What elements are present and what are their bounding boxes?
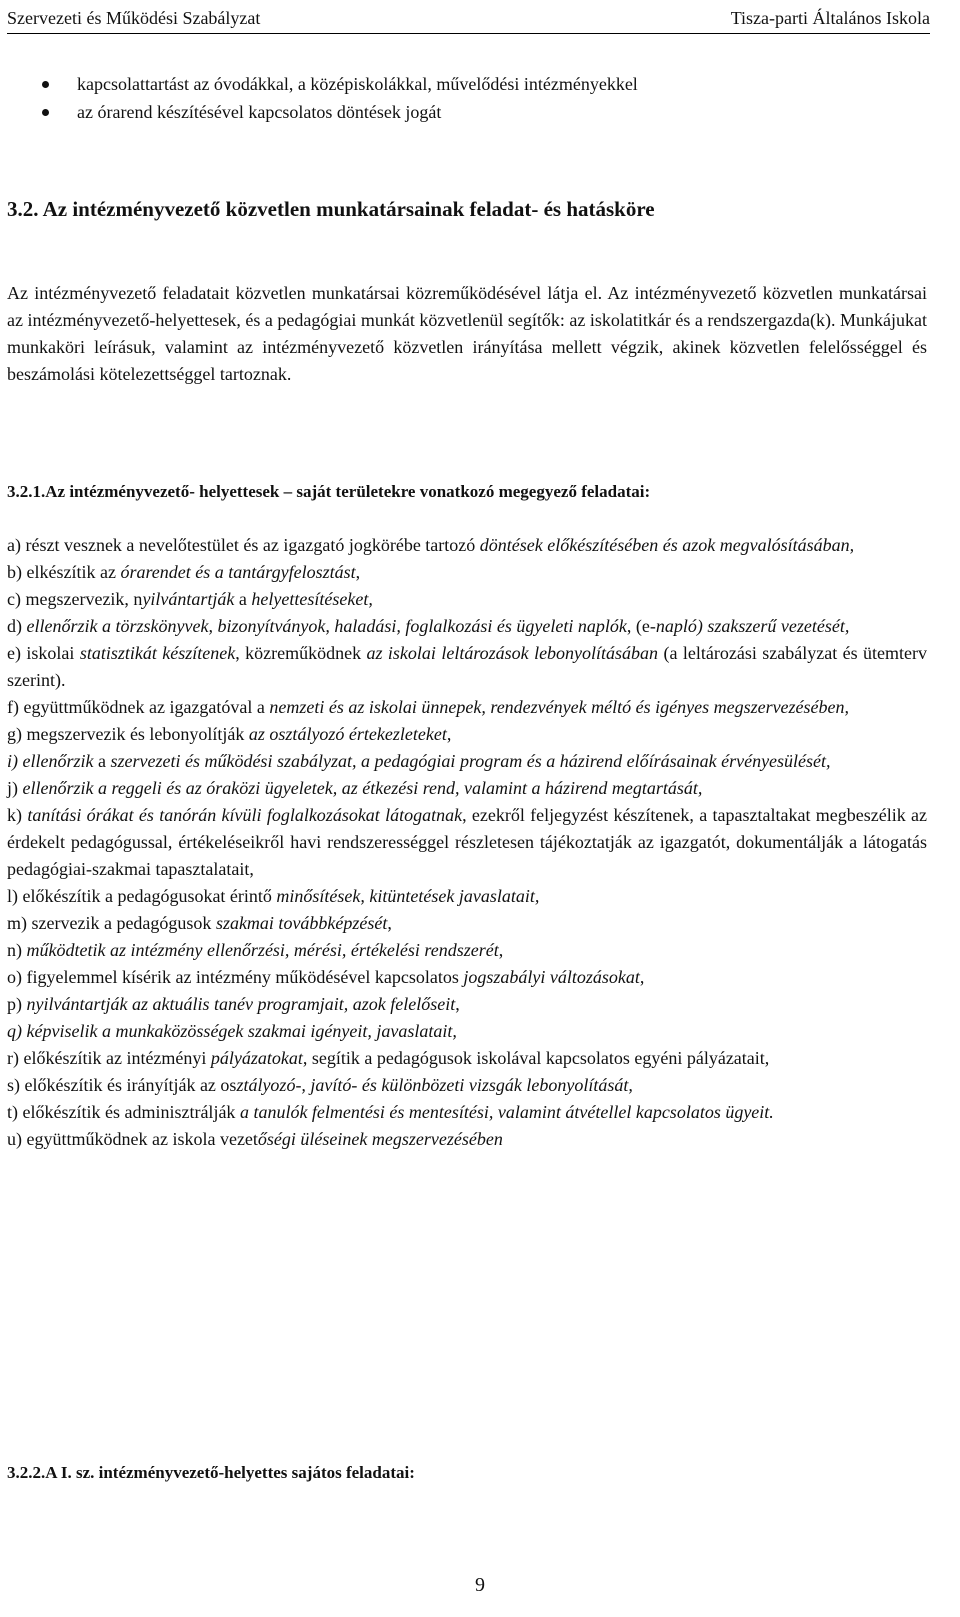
task-item-l: l) előkészítik a pedagógusokat érintő minősítések, kitüntetések javaslatait, bbox=[7, 886, 540, 906]
task-item-t: t) előkészítik és adminisztrálják a tanulók felmentési és mentesítési, valamint átvétellel kapcsolatos ügyeit. bbox=[7, 1102, 774, 1122]
header-right-title: Tisza-parti Általános Iskola bbox=[730, 8, 930, 28]
section-title: 3.2. Az intézményvezető közvetlen munkatársainak feladat- és hatásköre bbox=[7, 197, 655, 221]
task-item-g: g) megszervezik és lebonyolítják az osztályozó értekezleteket, bbox=[7, 724, 452, 744]
task-item-q: q) képviselik a munkaközösségek szakmai igényeit, javaslatait, bbox=[7, 1021, 457, 1041]
bullet-list-container bbox=[7, 70, 927, 126]
task-item-b: b) elkészítik az órarendet és a tantárgyfelosztást, bbox=[7, 562, 361, 582]
task-item-j: j) ellenőrzik a reggeli és az óraközi ügyeletek, az étkezési rend, valamint a házirend megtartását, bbox=[7, 778, 703, 798]
next-subsection-title: 3.2.2.A I. sz. intézményvezető-helyettes sajátos feladatai: bbox=[7, 1463, 415, 1482]
task-item-s: s) előkészítik és irányítják az osztályozó-, javító- és különbözeti vizsgák lebonyolítását, bbox=[7, 1075, 633, 1095]
task-item-e: e) iskolai statisztikát készítenek, közreműködnek az iskolai leltározások lebonyolításában (a leltározási szabályzat és ütemterv szerint). bbox=[7, 643, 927, 690]
header-left-title: Szervezeti és Működési Szabályzat bbox=[7, 8, 261, 28]
task-item-i: i) ellenőrzik a szervezeti és működési szabályzat, a pedagógiai program és a házirend előírásainak érvényesülését, bbox=[7, 751, 831, 771]
task-item-u: u) együttműködnek az iskola vezetőségi üléseinek megszervezésében bbox=[7, 1129, 503, 1149]
subsection-title: 3.2.1.Az intézményvezető- helyettesek – saját területekre vonatkozó megegyező feladatai: bbox=[7, 482, 651, 501]
bullet-text: kapcsolattartást az óvodákkal, a középiskolákkal, művelődési intézményekkel bbox=[77, 74, 638, 94]
task-list bbox=[7, 532, 927, 1153]
bullet-item bbox=[7, 70, 927, 98]
bullet-text: az órarend készítésével kapcsolatos döntések jogát bbox=[77, 102, 442, 122]
task-item-d: d) ellenőrzik a törzskönyvek, bizonyítványok, haladási, foglalkozási és ügyeleti naplók, (e-napló) szakszerű vezetését, bbox=[7, 616, 850, 636]
bullet-item bbox=[7, 98, 927, 126]
task-item-a: a) részt vesznek a nevelőtestület és az igazgató jogkörébe tartozó döntések előkészítésében és azok megvalósításában, bbox=[7, 535, 855, 555]
task-item-c: c) megszervezik, nyilvántartják a helyettesítéseket, bbox=[7, 589, 373, 609]
task-item-o: o) figyelemmel kísérik az intézmény működésével kapcsolatos jogszabályi változásokat, bbox=[7, 967, 645, 987]
page-header bbox=[7, 3, 930, 34]
task-item-p: p) nyilvántartják az aktuális tanév programjait, azok felelőseit, bbox=[7, 994, 460, 1014]
task-item-m: m) szervezik a pedagógusok szakmai továbbképzését, bbox=[7, 913, 392, 933]
bullet-list bbox=[7, 70, 927, 126]
bullet-icon bbox=[42, 81, 49, 88]
task-item-k: k) tanítási órákat és tanórán kívüli foglalkozásokat látogatnak, ezekről feljegyzést készítenek, a tapasztaltakat megbeszélik az érdekelt pedagógussal, értékeléseikről havi rendszerességgel részletesen tájékoztatják az igazgatót, dokumentálják a látogatás pedagógiai-szakmai tapasztalatait, bbox=[7, 805, 927, 879]
task-item-r: r) előkészítik az intézményi pályázatokat, segítik a pedagógusok iskolával kapcsolatos egyéni pályázatait, bbox=[7, 1048, 770, 1068]
page-number: 9 bbox=[475, 1574, 485, 1596]
task-item-n: n) működtetik az intézmény ellenőrzési, mérési, értékelési rendszerét, bbox=[7, 940, 504, 960]
task-item-f: f) együttműködnek az igazgatóval a nemzeti és az iskolai ünnepek, rendezvények méltó és igényes megszervezésében, bbox=[7, 697, 850, 717]
intro-paragraph: Az intézményvezető feladatait közvetlen munkatársai közreműködésével látja el. Az intézményvezető közvetlen munkatársai az intézményvezető-helyettesek, és a pedagógiai munkát közvetlenül segítők: az iskolatitkár és a rendszergazda(k). Munkájukat munkaköri leírásuk, valamint az intézményvezető közvetlen irányítása mellett végzik, akinek közvetlen felelősséggel és beszámolási kötelezettséggel tartoznak. bbox=[7, 283, 927, 384]
bullet-icon bbox=[42, 109, 49, 116]
